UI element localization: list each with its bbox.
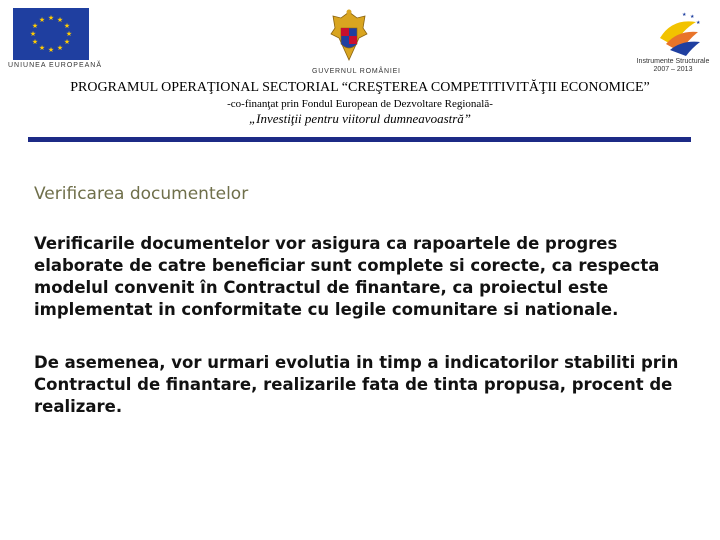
motto: „Investiţii pentru viitorul dumneavoastră” [248, 111, 472, 126]
svg-text:★: ★ [63, 38, 71, 46]
program-title: PROGRAMUL OPERAŢIONAL SECTORIAL “CREŞTEREA COMPETITIVITĂŢII ECONOMICE” [70, 80, 650, 95]
svg-text:★: ★ [690, 14, 695, 20]
romania-coat-of-arms-icon [329, 8, 369, 64]
svg-text:★: ★ [47, 14, 55, 22]
romania-caption: GUVERNUL ROMÂNIEI [312, 68, 401, 75]
body-paragraph-2: De asemenea, vor urmari evolutia in timp a indicatorilor stabiliti prin Contractul de finantare, realizarile fata de tinta propusa, procent de realizare. [34, 353, 679, 416]
structural-instruments-period: 2007 – 2013 [653, 66, 693, 73]
header-divider [28, 137, 691, 142]
svg-text:★: ★ [38, 44, 46, 52]
cofinancing-line: -co-finanţat prin Fondul European de Dezvoltare Regională- [227, 98, 493, 110]
svg-text:★: ★ [63, 22, 71, 30]
svg-text:★: ★ [65, 30, 73, 38]
svg-text:★: ★ [31, 22, 39, 30]
svg-text:★: ★ [38, 16, 46, 24]
svg-text:★: ★ [56, 44, 64, 52]
svg-text:★: ★ [682, 12, 687, 18]
body-paragraph-1: Verificarile documentelor vor asigura ca rapoartele de progres elaborate de catre beneficiar sunt complete si corecte, ca respecta modelul convenit în Contractul de finantare, ca proiectul este implementat in conformitate cu legile comunitare si nationale. [34, 234, 660, 319]
slide-heading: Verificarea documentelor [34, 184, 249, 204]
svg-text:★: ★ [696, 20, 701, 26]
svg-text:★: ★ [47, 46, 55, 54]
svg-text:★: ★ [56, 16, 64, 24]
svg-text:★: ★ [29, 30, 37, 38]
structural-instruments-logo-icon [652, 8, 704, 58]
structural-instruments-label: Instrumente Structurale [636, 58, 710, 65]
structural-instruments-caption [630, 58, 716, 74]
svg-text:★: ★ [31, 38, 39, 46]
eu-flag-icon [13, 8, 89, 60]
eu-caption: UNIUNEA EUROPEANĂ [8, 62, 103, 69]
